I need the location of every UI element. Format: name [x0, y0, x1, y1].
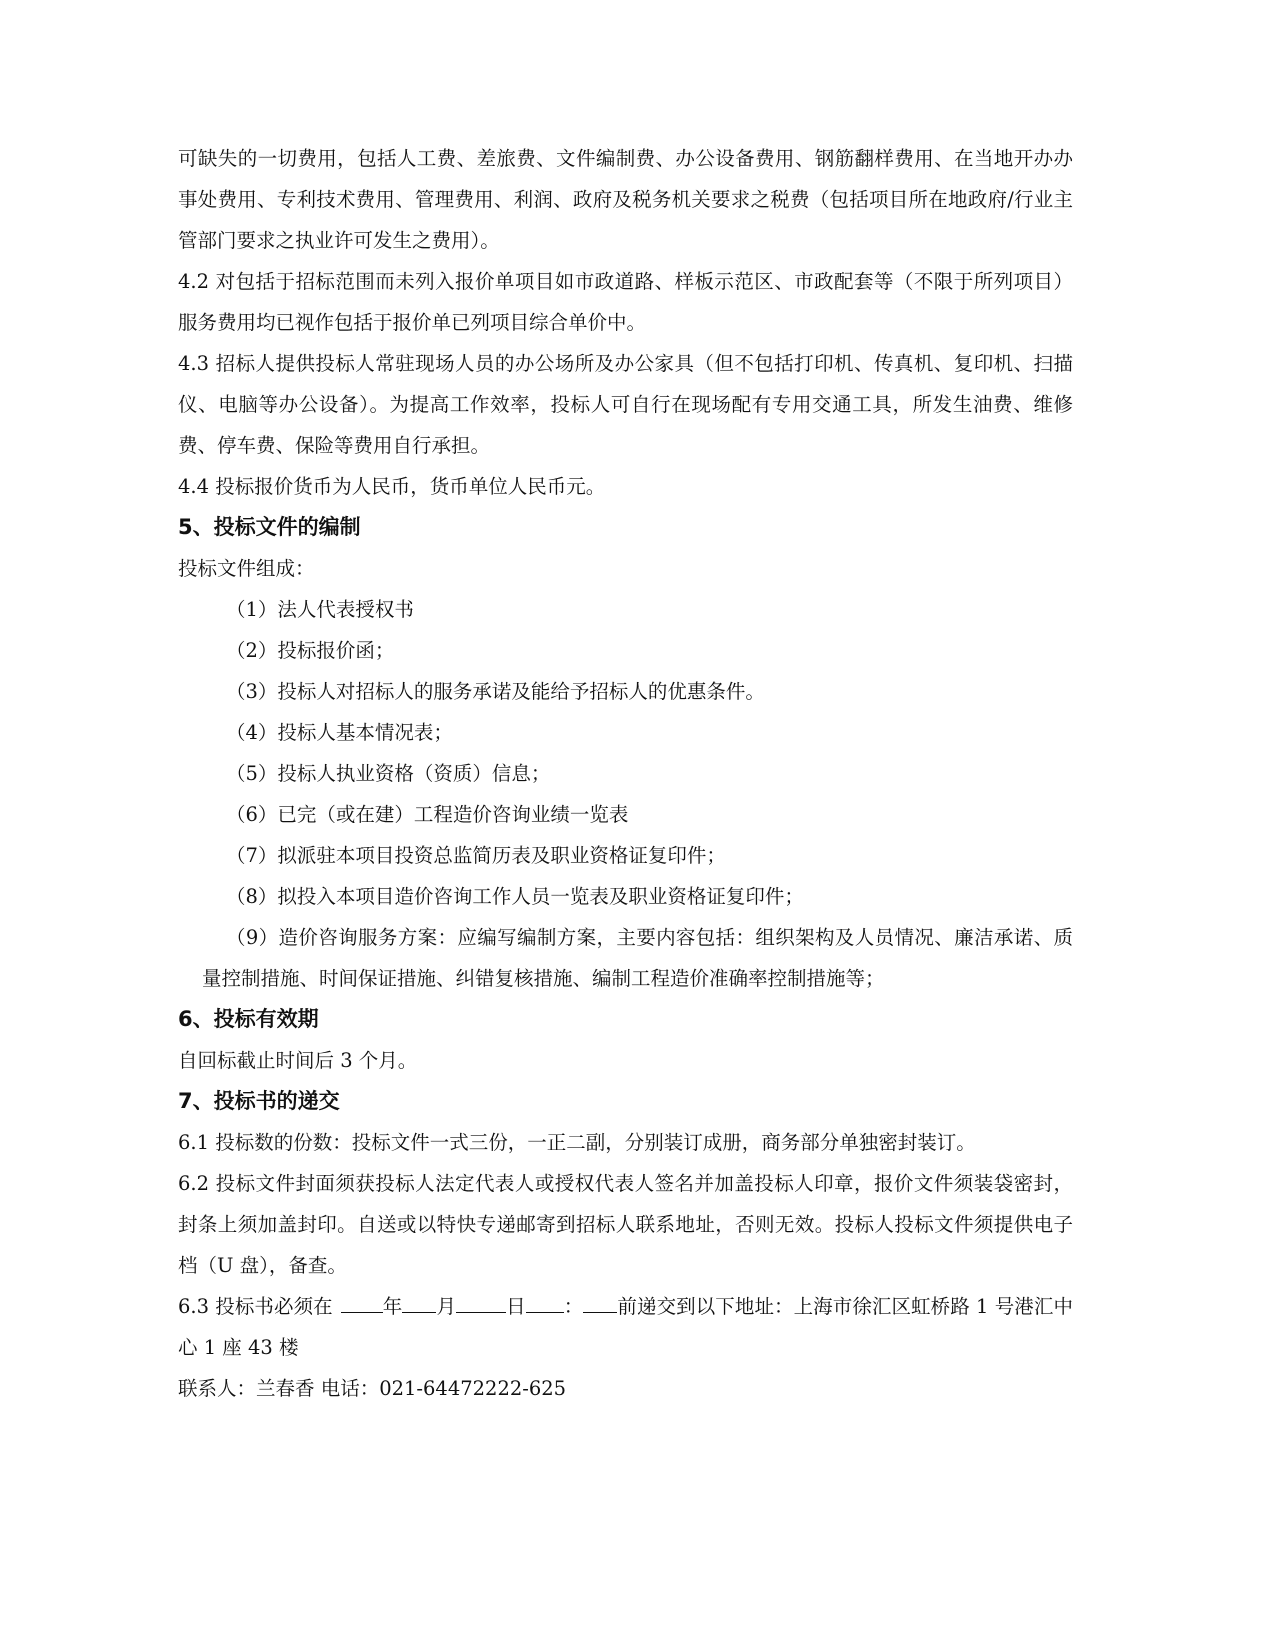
blank-month [402, 1294, 436, 1313]
document-page [178, 138, 1073, 1409]
section-7-heading: 7、投标书的递交 [178, 1089, 340, 1113]
paragraph-4-3: 4.3 招标人提供投标人常驻现场人员的办公场所及办公家具（但不包括打印机、传真机、复印机、扫描仪、电脑等办公设备）。为提高工作效率，投标人可自行在现场配有专用交通工具，所发生油费、维修费、停车费、保险等费用自行承担。 [178, 352, 1073, 457]
section-6-heading: 6、投标有效期 [178, 1007, 319, 1031]
list-item-3: （3）投标人对招标人的服务承诺及能给予招标人的优惠条件。 [226, 680, 765, 703]
label-day: 日 [506, 1295, 526, 1318]
section-5-heading: 5、投标文件的编制 [178, 515, 361, 539]
list-item-1: （1）法人代表授权书 [226, 598, 414, 621]
label-colon: ： [563, 1295, 584, 1318]
deadline-prefix: 6.3 投标书必须在 [178, 1295, 333, 1318]
label-year: 年 [382, 1295, 403, 1318]
section-5-intro: 投标文件组成： [178, 557, 315, 580]
label-month: 月 [436, 1295, 457, 1318]
paragraph-6-1: 6.1 投标数的份数：投标文件一式三份，一正二副，分别装订成册，商务部分单独密封装订。 [178, 1131, 976, 1154]
list-item-4: （4）投标人基本情况表； [226, 721, 453, 744]
list-item-2: （2）投标报价函； [226, 639, 395, 662]
paragraph-4-4: 4.4 投标报价货币为人民币，货币单位人民币元。 [178, 475, 606, 498]
blank-minute [583, 1294, 617, 1313]
list-item-9: （9）造价咨询服务方案：应编写编制方案，主要内容包括：组织架构及人员情况、廉洁承诺、质量控制措施、时间保证措施、纠错复核措施、编制工程造价准确率控制措施等； [202, 926, 1073, 990]
blank-hour [526, 1294, 564, 1313]
paragraph-6-3 [178, 1286, 1073, 1368]
section-6-text: 自回标截止时间后 3 个月。 [178, 1049, 418, 1072]
paragraph-4-2: 4.2 对包括于招标范围而未列入报价单项目如市政道路、样板示范区、市政配套等（不限于所列项目）服务费用均已视作包括于报价单已列项目综合单价中。 [178, 270, 1073, 334]
blank-year [341, 1294, 383, 1313]
list-item-7: （7）拟派驻本项目投资总监简历表及职业资格证复印件； [226, 844, 726, 867]
list-item-5: （5）投标人执业资格（资质）信息； [226, 762, 551, 785]
paragraph-6-2: 6.2 投标文件封面须获投标人法定代表人或授权代表人签名并加盖投标人印章，报价文件须装袋密封，封条上须加盖封印。自送或以特快专递邮寄到招标人联系地址，否则无效。投标人投标文件须提供电子档（U 盘），备查。 [178, 1172, 1073, 1277]
list-item-8: （8）拟投入本项目造价咨询工作人员一览表及职业资格证复印件； [226, 885, 804, 908]
list-item-6: （6）已完（或在建）工程造价咨询业绩一览表 [226, 803, 629, 826]
deadline-suffix: 前递交到以下地址：上海市徐汇区虹桥路 1 号港汇中心 1 座 43 楼 [178, 1295, 1073, 1359]
blank-day [456, 1294, 506, 1313]
paragraph-cost-items: 可缺失的一切费用，包括人工费、差旅费、文件编制费、办公设备费用、钢筋翻样费用、在当地开办办事处费用、专利技术费用、管理费用、利润、政府及税务机关要求之税费（包括项目所在地政府/行业主管部门要求之执业许可发生之费用）。 [178, 147, 1073, 252]
contact-line: 联系人：兰春香 电话：021-64472222-625 [178, 1377, 567, 1400]
